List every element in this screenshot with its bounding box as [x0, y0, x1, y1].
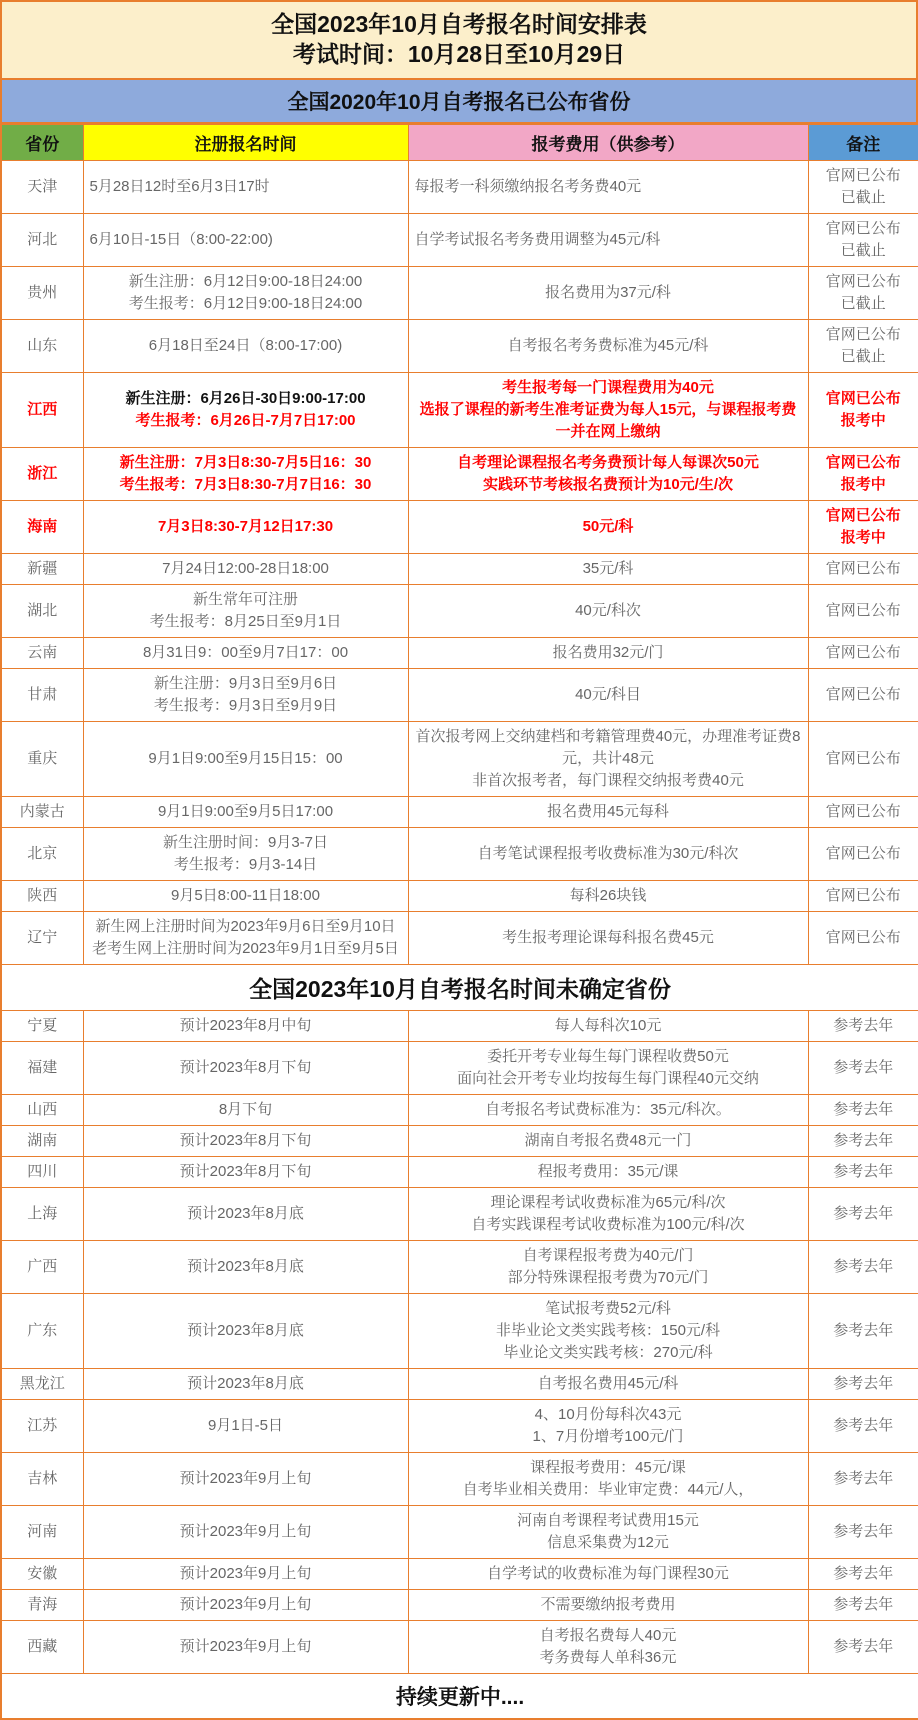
registration-time-cell: 预计2023年8月中旬 — [83, 1011, 408, 1042]
column-header-row — [1, 125, 918, 161]
pending-section-title: 全国2023年10月自考报名时间未确定省份 — [1, 965, 918, 1011]
table-row — [1, 1294, 918, 1369]
table-row — [1, 1095, 918, 1126]
fee-cell: 每科26块钱 — [408, 881, 808, 912]
registration-time-cell: 预计2023年8月底 — [83, 1241, 408, 1294]
remark-cell: 官网已公布 已截止 — [808, 267, 918, 320]
fee-cell: 每人每科次10元 — [408, 1011, 808, 1042]
registration-time-cell: 新生注册：6月12日9:00-18日24:00 考生报考：6月12日9:00-18日24:00 — [83, 267, 408, 320]
province-cell: 新疆 — [1, 554, 83, 585]
fee-cell: 自考报名费每人40元 考务费每人单科36元 — [408, 1621, 808, 1674]
fee-cell: 理论课程考试收费标准为65元/科/次 自考实践课程考试收费标准为100元/科/次 — [408, 1188, 808, 1241]
registration-time-cell: 预计2023年8月下旬 — [83, 1042, 408, 1095]
province-cell: 江苏 — [1, 1400, 83, 1453]
province-cell: 四川 — [1, 1157, 83, 1188]
page-title: 全国2023年10月自考报名时间安排表 — [271, 11, 647, 37]
province-cell: 陕西 — [1, 881, 83, 912]
registration-time-cell: 8月下旬 — [83, 1095, 408, 1126]
table-row — [1, 912, 918, 965]
fee-cell: 自考报名考试费标准为：35元/科次。 — [408, 1095, 808, 1126]
table-row — [1, 1011, 918, 1042]
fee-cell: 湖南自考报名费48元一门 — [408, 1126, 808, 1157]
fee-cell: 35元/科 — [408, 554, 808, 585]
registration-time-cell: 预计2023年8月底 — [83, 1188, 408, 1241]
fee-cell: 每报考一科须缴纳报名考务费40元 — [408, 161, 808, 214]
table-row — [1, 669, 918, 722]
table-row — [1, 1506, 918, 1559]
province-cell: 黑龙江 — [1, 1369, 83, 1400]
registration-time-cell: 6月18日至24日（8:00-17:00) — [83, 320, 408, 373]
remark-cell: 官网已公布 报考中 — [808, 448, 918, 501]
registration-time-cell: 9月1日9:00至9月15日15：00 — [83, 722, 408, 797]
province-cell: 湖北 — [1, 585, 83, 638]
registration-time-cell: 新生注册：7月3日8:30-7月5日16：30 考生报考：7月3日8:30-7月7日16：30 — [83, 448, 408, 501]
province-cell: 广西 — [1, 1241, 83, 1294]
province-cell: 天津 — [1, 161, 83, 214]
header-province: 省份 — [1, 125, 83, 161]
table-row — [1, 320, 918, 373]
registration-time-cell: 新生常年可注册 考生报考：8月25日至9月1日 — [83, 585, 408, 638]
registration-time-cell: 预计2023年9月上旬 — [83, 1621, 408, 1674]
registration-time-cell: 预计2023年8月下旬 — [83, 1157, 408, 1188]
fee-cell: 自考笔试课程报考收费标准为30元/科次 — [408, 828, 808, 881]
page-title-banner — [0, 0, 918, 80]
province-cell: 宁夏 — [1, 1011, 83, 1042]
registration-time-cell: 预计2023年9月上旬 — [83, 1506, 408, 1559]
fee-cell: 考生报考理论课每科报名费45元 — [408, 912, 808, 965]
fee-cell: 报名费用32元/门 — [408, 638, 808, 669]
table-row — [1, 1126, 918, 1157]
province-cell: 浙江 — [1, 448, 83, 501]
remark-cell: 参考去年 — [808, 1621, 918, 1674]
fee-cell: 自学考试报名考务费用调整为45元/科 — [408, 214, 808, 267]
fee-cell: 课程报考费用：45元/课 自考毕业相关费用：毕业审定费：44元/人， — [408, 1453, 808, 1506]
province-cell: 安徽 — [1, 1559, 83, 1590]
remark-cell: 官网已公布 已截止 — [808, 320, 918, 373]
remark-cell: 参考去年 — [808, 1157, 918, 1188]
remark-cell: 官网已公布 — [808, 585, 918, 638]
fee-cell: 50元/科 — [408, 501, 808, 554]
header-remark: 备注 — [808, 125, 918, 161]
remark-cell: 参考去年 — [808, 1369, 918, 1400]
table-row — [1, 267, 918, 320]
fee-cell: 自考理论课程报名考务费预计每人每课次50元 实践环节考核报名费预计为10元/生/次 — [408, 448, 808, 501]
province-cell: 甘肃 — [1, 669, 83, 722]
fee-cell: 40元/科目 — [408, 669, 808, 722]
registration-time-cell: 9月1日-5日 — [83, 1400, 408, 1453]
table-row — [1, 161, 918, 214]
table-row — [1, 1042, 918, 1095]
remark-cell: 官网已公布 — [808, 554, 918, 585]
remark-cell: 参考去年 — [808, 1241, 918, 1294]
registration-time-cell: 新生注册：6月26日-30日9:00-17:00 考生报考：6月26日-7月7日17:00 — [83, 373, 408, 448]
fee-cell: 自学考试的收费标准为每门课程30元 — [408, 1559, 808, 1590]
province-cell: 青海 — [1, 1590, 83, 1621]
remark-cell: 官网已公布 — [808, 912, 918, 965]
province-cell: 北京 — [1, 828, 83, 881]
registration-time-cell: 预计2023年8月底 — [83, 1369, 408, 1400]
registration-time-cell: 预计2023年9月上旬 — [83, 1590, 408, 1621]
registration-time-cell: 新生网上注册时间为2023年9月6日至9月10日 老考生网上注册时间为2023年9月1日至9月5日 — [83, 912, 408, 965]
remark-cell: 参考去年 — [808, 1126, 918, 1157]
fee-cell: 报名费用为37元/科 — [408, 267, 808, 320]
remark-cell: 参考去年 — [808, 1453, 918, 1506]
province-cell: 辽宁 — [1, 912, 83, 965]
pending-section-header-row — [1, 965, 918, 1011]
remark-cell: 官网已公布 — [808, 828, 918, 881]
exam-time-subtitle: 考试时间：10月28日至10月29日 — [292, 41, 626, 67]
remark-cell: 参考去年 — [808, 1559, 918, 1590]
fee-cell: 不需要缴纳报考费用 — [408, 1590, 808, 1621]
registration-time-cell: 9月1日9:00至9月5日17:00 — [83, 797, 408, 828]
province-cell: 上海 — [1, 1188, 83, 1241]
footer-row — [1, 1674, 918, 1720]
table-row — [1, 828, 918, 881]
fee-cell: 报名费用45元每科 — [408, 797, 808, 828]
province-cell: 山西 — [1, 1095, 83, 1126]
remark-cell: 官网已公布 已截止 — [808, 161, 918, 214]
table-row — [1, 1188, 918, 1241]
remark-cell: 参考去年 — [808, 1188, 918, 1241]
province-cell: 江西 — [1, 373, 83, 448]
province-cell: 湖南 — [1, 1126, 83, 1157]
table-row — [1, 881, 918, 912]
province-cell: 贵州 — [1, 267, 83, 320]
registration-time-cell: 7月3日8:30-7月12日17:30 — [83, 501, 408, 554]
table-row — [1, 1453, 918, 1506]
registration-time-cell: 6月10日-15日（8:00-22:00) — [83, 214, 408, 267]
table-row — [1, 214, 918, 267]
remark-cell: 参考去年 — [808, 1095, 918, 1126]
registration-table — [0, 124, 918, 1720]
registration-time-cell: 预计2023年8月底 — [83, 1294, 408, 1369]
province-cell: 山东 — [1, 320, 83, 373]
table-row — [1, 797, 918, 828]
fee-cell: 程报考费用：35元/课 — [408, 1157, 808, 1188]
remark-cell: 参考去年 — [808, 1042, 918, 1095]
registration-time-cell: 新生注册时间：9月3-7日 考生报考：9月3-14日 — [83, 828, 408, 881]
registration-time-cell: 预计2023年9月上旬 — [83, 1453, 408, 1506]
table-row — [1, 1621, 918, 1674]
fee-cell: 首次报考网上交纳建档和考籍管理费40元，办理准考证费8元，共计48元 非首次报考者，每门课程交纳报考费40元 — [408, 722, 808, 797]
remark-cell: 官网已公布 — [808, 669, 918, 722]
remark-cell: 参考去年 — [808, 1294, 918, 1369]
remark-cell: 官网已公布 报考中 — [808, 373, 918, 448]
table-row — [1, 1157, 918, 1188]
table-row — [1, 722, 918, 797]
table-row — [1, 1369, 918, 1400]
province-cell: 河北 — [1, 214, 83, 267]
fee-cell: 40元/科次 — [408, 585, 808, 638]
registration-time-cell: 预计2023年9月上旬 — [83, 1559, 408, 1590]
remark-cell: 官网已公布 — [808, 881, 918, 912]
published-rows-body — [1, 161, 918, 965]
published-section-banner: 全国2020年10月自考报名已公布省份 — [0, 80, 918, 124]
remark-cell: 官网已公布 — [808, 797, 918, 828]
header-registration-time: 注册报名时间 — [83, 125, 408, 161]
registration-time-cell: 新生注册：9月3日至9月6日 考生报考：9月3日至9月9日 — [83, 669, 408, 722]
fee-cell: 自考课程报考费为40元/门 部分特殊课程报考费为70元/门 — [408, 1241, 808, 1294]
fee-cell: 4、10月份每科次43元 1、7月份增考100元/门 — [408, 1400, 808, 1453]
pending-rows-body — [1, 1011, 918, 1674]
footer-note: 持续更新中.... — [1, 1674, 918, 1720]
province-cell: 重庆 — [1, 722, 83, 797]
remark-cell: 参考去年 — [808, 1400, 918, 1453]
table-row — [1, 585, 918, 638]
registration-time-cell: 8月31日9：00至9月7日17：00 — [83, 638, 408, 669]
fee-cell: 委托开考专业每生每门课程收费50元 面向社会开考专业均按每生每门课程40元交纳 — [408, 1042, 808, 1095]
fee-cell: 河南自考课程考试费用15元 信息采集费为12元 — [408, 1506, 808, 1559]
table-row — [1, 373, 918, 448]
province-cell: 河南 — [1, 1506, 83, 1559]
registration-time-cell: 5月28日12时至6月3日17时 — [83, 161, 408, 214]
table-row — [1, 638, 918, 669]
province-cell: 西藏 — [1, 1621, 83, 1674]
table-row — [1, 1590, 918, 1621]
table-row — [1, 448, 918, 501]
province-cell: 吉林 — [1, 1453, 83, 1506]
registration-time-cell: 预计2023年8月下旬 — [83, 1126, 408, 1157]
table-row — [1, 1241, 918, 1294]
registration-time-cell: 7月24日12:00-28日18:00 — [83, 554, 408, 585]
table-row — [1, 554, 918, 585]
province-cell: 福建 — [1, 1042, 83, 1095]
province-cell: 广东 — [1, 1294, 83, 1369]
fee-cell: 自考报名考务费标准为45元/科 — [408, 320, 808, 373]
fee-cell: 自考报名费用45元/科 — [408, 1369, 808, 1400]
remark-cell: 官网已公布 — [808, 638, 918, 669]
remark-cell: 参考去年 — [808, 1590, 918, 1621]
province-cell: 云南 — [1, 638, 83, 669]
header-fee: 报考费用（供参考） — [408, 125, 808, 161]
registration-time-cell: 9月5日8:00-11日18:00 — [83, 881, 408, 912]
table-row — [1, 1559, 918, 1590]
table-row — [1, 501, 918, 554]
fee-cell: 笔试报考费52元/科 非毕业论文类实践考核：150元/科 毕业论文类实践考核：270元/科 — [408, 1294, 808, 1369]
table-row — [1, 1400, 918, 1453]
remark-cell: 官网已公布 报考中 — [808, 501, 918, 554]
remark-cell: 官网已公布 已截止 — [808, 214, 918, 267]
remark-cell: 官网已公布 — [808, 722, 918, 797]
province-cell: 内蒙古 — [1, 797, 83, 828]
remark-cell: 参考去年 — [808, 1506, 918, 1559]
province-cell: 海南 — [1, 501, 83, 554]
remark-cell: 参考去年 — [808, 1011, 918, 1042]
fee-cell: 考生报考每一门课程费用为40元 选报了课程的新考生准考证费为每人15元，与课程报考费一并在网上缴纳 — [408, 373, 808, 448]
